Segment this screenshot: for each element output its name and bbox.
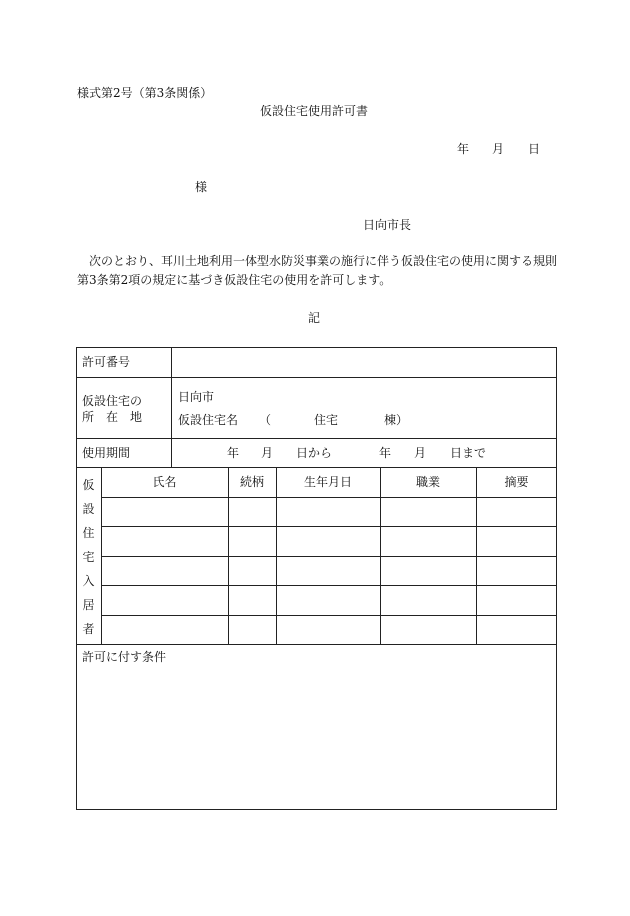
date-month: 月 (492, 142, 505, 156)
header-name: 氏名 (152, 475, 177, 489)
location-label-line-1: 仮設住宅の (82, 394, 143, 408)
divider (76, 377, 557, 378)
ki-label: 記 (308, 311, 321, 325)
table-row (101, 556, 557, 585)
divider (76, 467, 557, 468)
period-to-month: 月 (414, 446, 427, 460)
header-relation: 続柄 (239, 475, 264, 489)
location-name-label: 仮設住宅名 (178, 413, 239, 427)
period-from-year: 年 (227, 446, 240, 460)
header-birthdate: 生年月日 (303, 475, 352, 489)
paragraph-line-1: 次のとおり、耳川土地利用一体型水防災事業の施行に伴う仮設住宅の使用に関する規則 (89, 254, 558, 268)
permit-number-label: 許可番号 (82, 355, 131, 369)
header-remarks: 摘要 (504, 475, 529, 489)
residents-label-char: 仮 (82, 478, 95, 492)
location-city: 日向市 (178, 390, 215, 404)
issuer: 日向市長 (363, 218, 412, 232)
residents-label-char: 居 (82, 598, 95, 612)
period-to-day: 日まで (450, 446, 487, 460)
residents-label-char: 住 (82, 526, 95, 540)
residents-label-char: 宅 (82, 550, 95, 564)
paragraph-line-2: 第3条第2項の規定に基づき仮設住宅の使用を許可します。 (77, 273, 392, 287)
residents-label-char: 者 (82, 622, 95, 636)
document-title: 仮設住宅使用許可書 (260, 104, 369, 118)
residents-label-char: 設 (82, 502, 95, 516)
location-jutaku: 住宅 (314, 413, 339, 427)
conditions-label: 許可に付す条件 (82, 650, 167, 664)
table-row (101, 526, 557, 556)
form-number: 様式第2号（第3条関係） (77, 86, 213, 100)
addressee-suffix: 様 (195, 180, 208, 194)
date-year: 年 (457, 142, 470, 156)
period-from-month: 月 (261, 446, 274, 460)
divider (76, 438, 557, 439)
table-row (101, 497, 557, 526)
residents-label-char: 入 (82, 574, 95, 588)
header-occupation: 職業 (415, 475, 440, 489)
period-label: 使用期間 (82, 446, 131, 460)
divider (171, 347, 172, 467)
table-row (101, 615, 557, 644)
period-to-year: 年 (379, 446, 392, 460)
location-paren-open: （ (259, 413, 272, 427)
table-row (101, 585, 557, 615)
divider (76, 644, 557, 645)
date-day: 日 (528, 142, 541, 156)
location-label-line-2: 所 在 地 (82, 410, 143, 424)
location-tou: 棟） (384, 413, 409, 427)
period-from-day: 日から (296, 446, 333, 460)
